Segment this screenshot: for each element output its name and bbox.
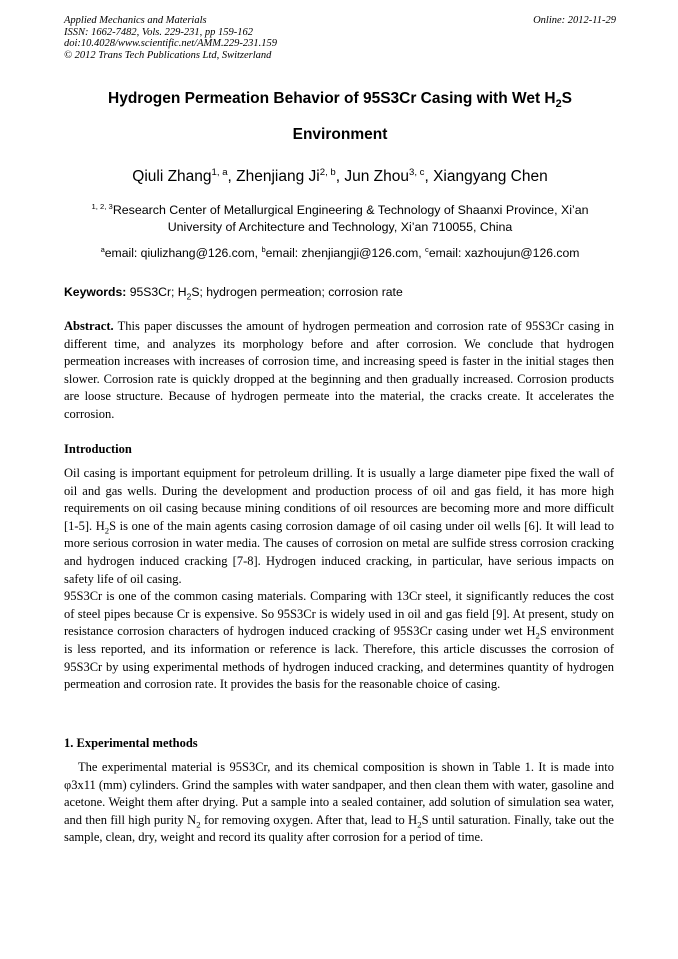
keywords-text: S; hydrogen permeation; corrosion rate [191, 285, 403, 299]
author-emails [64, 246, 616, 260]
doi-line: doi:10.4028/www.scientific.net/AMM.229-231.159 [64, 38, 277, 49]
paragraph [64, 588, 614, 694]
text-run: 95S3Cr is one of the common casing materials. Comparing with 13Cr steel, it significantly reduces the cost of steel pipes because Cr is expensive. So 95S3Cr is widely used in oil and gas field [9]. At present, study on resistance corrosion characters of hydrogen induced cracking of 95S3Cr casing under wet H [64, 589, 614, 639]
abstract-text: This paper discusses the amount of hydrogen permeation and corrosion rate of 95S3Cr casing in different time, and analyzes its morphology before and after corrosion. We conclude that hydrogen permeation increases with increases of corrosion time, and increasing speed is faster in the initial stages then slower. Corrosion rate is quickly dropped at the beginning and then gradually increased. Corrosion products are loose structure. Because of hydrogen permeate into the material, the cracks create. It accelerates the corrosion. [64, 319, 614, 421]
author-name: , Jun Zhou [335, 168, 410, 185]
title-text: Hydrogen Permeation Behavior of 95S3Cr Casing with Wet H [108, 90, 556, 107]
author-affil-mark: 2, b [319, 166, 336, 178]
copyright-line: © 2012 Trans Tech Publications Ltd, Switzerland [64, 49, 272, 61]
text-run: Oil casing is important equipment for petroleum drilling. It is usually a large diameter pipe fixed the wall of oil and gas wells. During the development and production process of oil and gas field, it has more high requirements on oil casing because mining conditions of oil resources are becoming more and more difficult [1-5]. H [64, 466, 614, 533]
email-mark: b [261, 244, 266, 254]
keywords-text: 95S3Cr; H [126, 285, 187, 299]
email-mark: c [425, 244, 429, 254]
subscript: 2 [104, 525, 110, 536]
text-run: for removing oxygen. After that, lead to H [200, 812, 418, 827]
author-name: Qiuli Zhang [132, 168, 212, 185]
text-run: S until saturation. Finally, take out the sample, clean, dry, weight and record its quality after corrosion for a period of time. [64, 812, 614, 845]
author-name: , Zhenjiang Ji [227, 168, 320, 185]
paper-title-line2: Environment [292, 126, 388, 143]
author-name: , Xiangyang Chen [424, 168, 548, 185]
paragraph [64, 465, 614, 588]
email-link[interactable]: email: zhenjiangji@126.com, [265, 246, 426, 260]
email-link[interactable]: email: qiulizhang@126.com, [104, 246, 262, 260]
keywords-label: Keywords: [64, 285, 127, 299]
issn-line: ISSN: 1662-7482, Vols. 229-231, pp 159-162 [64, 26, 253, 38]
subscript: 2 [196, 819, 201, 830]
abstract [64, 318, 614, 424]
email-mark: a [100, 244, 105, 254]
title-text-end: S [561, 90, 572, 107]
subscript: 2 [417, 819, 422, 830]
section-body [64, 759, 614, 847]
keywords-subscript: 2 [186, 291, 192, 302]
title-subscript: 2 [555, 98, 562, 111]
author-affil-mark: 1, a [211, 166, 228, 178]
section-heading: 1. Experimental methods [64, 736, 198, 750]
email-link[interactable]: email: xazhoujun@126.com [428, 246, 580, 260]
text-run: The experimental material is 95S3Cr, and its chemical composition is shown in Table 1. It is made into φ3x11 (mm) cylinders. Grind the samples with water sandpaper, and then clean them with water, gasoline and acetone. Weight them after drying. Put a sample into a sealed container, add solution of simulation sea water, and then fill high purity N [64, 760, 614, 827]
paragraph [64, 759, 614, 847]
text-run: S environment is less reported, and its information or reference is lack. Therefore, this article discusses the corrosion of 95S3Cr by using experimental methods of hydrogen induced cracking, and determines quantity of hydrogen permeation and corrosion rate. It provides the basis for the reasonable choice of casing. [64, 624, 614, 692]
affiliation-line: Research Center of Metallurgical Engineering & Technology of Shaanxi Province, Xi’an [112, 203, 589, 217]
introduction-body [64, 465, 614, 694]
publication-header [64, 15, 616, 61]
affiliation-mark: 1, 2, 3 [91, 201, 113, 211]
author-list [64, 168, 616, 186]
affiliation [64, 202, 616, 236]
keywords [64, 285, 616, 302]
subscript: 2 [535, 630, 540, 641]
paper-title [64, 90, 616, 111]
author-affil-mark: 3, c [409, 166, 425, 178]
online-date: Online: 2012-11-29 [533, 15, 616, 26]
abstract-label: Abstract. [64, 319, 114, 333]
text-run: S is one of the main agents casing corrosion damage of oil casing under oil wells [6]. It will lead to more serious corrosion in water media. The causes of corrosion on metal are sulfide stress corrosion cracking and hydrogen induced cracking [7-8]. Hydrogen induced cracking, in particular, have serious impacts on safety life of oil casing. [64, 518, 615, 586]
affiliation-line: University of Architecture and Technology, Xi’an 710055, China [167, 220, 513, 234]
journal-name: Applied Mechanics and Materials [64, 15, 207, 26]
introduction-heading: Introduction [64, 442, 132, 456]
